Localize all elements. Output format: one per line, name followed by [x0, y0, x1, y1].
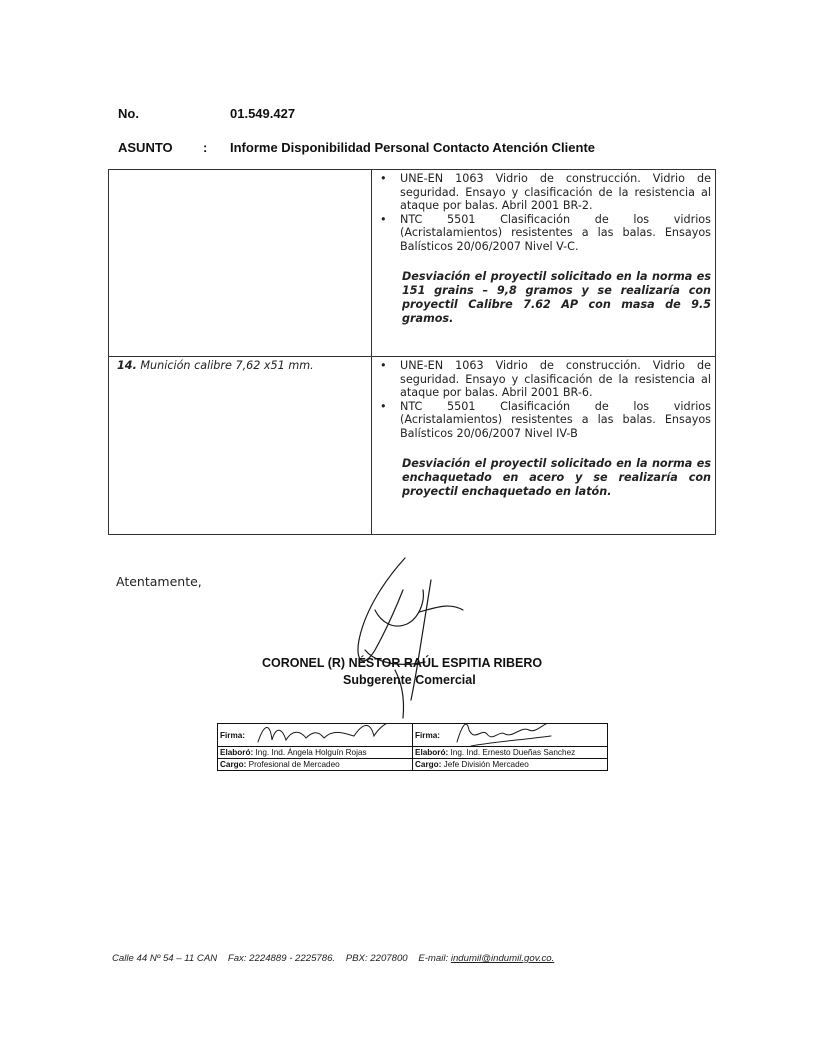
right-cargo-cell [413, 759, 608, 771]
left-elaboro-value: Ing. Ind. Ángela Holguín Rojas [255, 748, 367, 757]
list-item: • NTC 5501 Clasificación de los vidrios (Acristalamientos) resistentes a las balas. Ensayos Balísticos 20/06/2007 Nivel V-C. [376, 213, 711, 254]
standards-list [376, 172, 711, 254]
standards-cell [372, 357, 716, 535]
specifications-table [108, 169, 716, 535]
table-row [218, 724, 608, 747]
list-item: • NTC 5501 Clasificación de los vidrios (Acristalamientos) resistentes a las balas. Ensayos Balísticos 20/06/2007 Nivel IV-B [376, 400, 711, 441]
right-cargo-label: Cargo: [415, 760, 442, 769]
list-item: • UNE-EN 1063 Vidrio de construcción. Vidrio de seguridad. Ensayo y clasificación de la resistencia al ataque por balas. Abril 2001 BR-6. [376, 359, 711, 400]
item-text: Munición calibre 7,62 x51 mm. [140, 359, 314, 372]
list-item: • UNE-EN 1063 Vidrio de construcción. Vidrio de seguridad. Ensayo y clasificación de la resistencia al ataque por balas. Abril 2001 BR-2. [376, 172, 711, 213]
document-number-label: No. [118, 106, 139, 121]
subject-colon: : [203, 140, 208, 155]
left-elaboro-cell [218, 747, 413, 759]
footer-email-label: E-mail: [418, 953, 449, 964]
right-elaboro-value: Ing. Ind. Ernesto Dueñas Sanchez [450, 748, 576, 757]
item-cell [109, 170, 372, 357]
document-number-value: 01.549.427 [230, 106, 296, 121]
right-firma-cell [413, 724, 608, 747]
item-cell [109, 357, 372, 535]
table-row [218, 759, 608, 771]
handwritten-signature [345, 550, 485, 720]
closing-salutation: Atentamente, [116, 574, 202, 589]
right-firma-label: Firma: [415, 730, 441, 740]
right-cargo-value: Jefe División Mercadeo [443, 760, 529, 769]
right-elaboro-label: Elaboró: [415, 748, 449, 757]
right-elaboro-cell [413, 747, 608, 759]
left-cargo-cell [218, 759, 413, 771]
signatory-name: CORONEL (R) NÉSTOR RAÚL ESPITIA RIBERO [262, 656, 543, 670]
standards-list [376, 359, 711, 441]
deviation-note: Desviación el proyectil solicitado en la norma es enchaquetado en acero y se realizaría con proyectil enchaquetado en latón. [402, 456, 711, 498]
table-row [109, 170, 716, 357]
table-row [109, 357, 716, 535]
left-cargo-label: Cargo: [220, 760, 247, 769]
table-row [218, 747, 608, 759]
left-firma-label: Firma: [220, 730, 246, 740]
left-signature [254, 724, 404, 747]
signatory-title: Subgerente Comercial [343, 673, 476, 687]
subject-value: Informe Disponibilidad Personal Contacto Atención Cliente [230, 140, 595, 155]
left-elaboro-label: Elaboró: [220, 748, 254, 757]
standards-cell [372, 170, 716, 357]
item-number: 14. [117, 359, 137, 372]
footer-email-link[interactable]: indumil@indumil.gov.co. [450, 953, 555, 964]
left-cargo-value: Profesional de Mercadeo [248, 760, 340, 769]
footer-contact [112, 953, 554, 964]
footer-fax: Fax: 2224889 - 2225786. [227, 953, 336, 964]
footer-address: Calle 44 Nº 54 – 11 CAN [112, 953, 218, 964]
footer-pbx: PBX: 2207800 [345, 953, 408, 964]
subject-label: ASUNTO [118, 140, 173, 155]
approval-table [217, 723, 608, 771]
left-firma-cell [218, 724, 413, 747]
right-signature [451, 724, 561, 747]
deviation-note: Desviación el proyectil solicitado en la norma es 151 grains – 9,8 gramos y se realizaría con proyectil Calibre 7.62 AP con masa de 9.5 gramos. [402, 269, 711, 325]
